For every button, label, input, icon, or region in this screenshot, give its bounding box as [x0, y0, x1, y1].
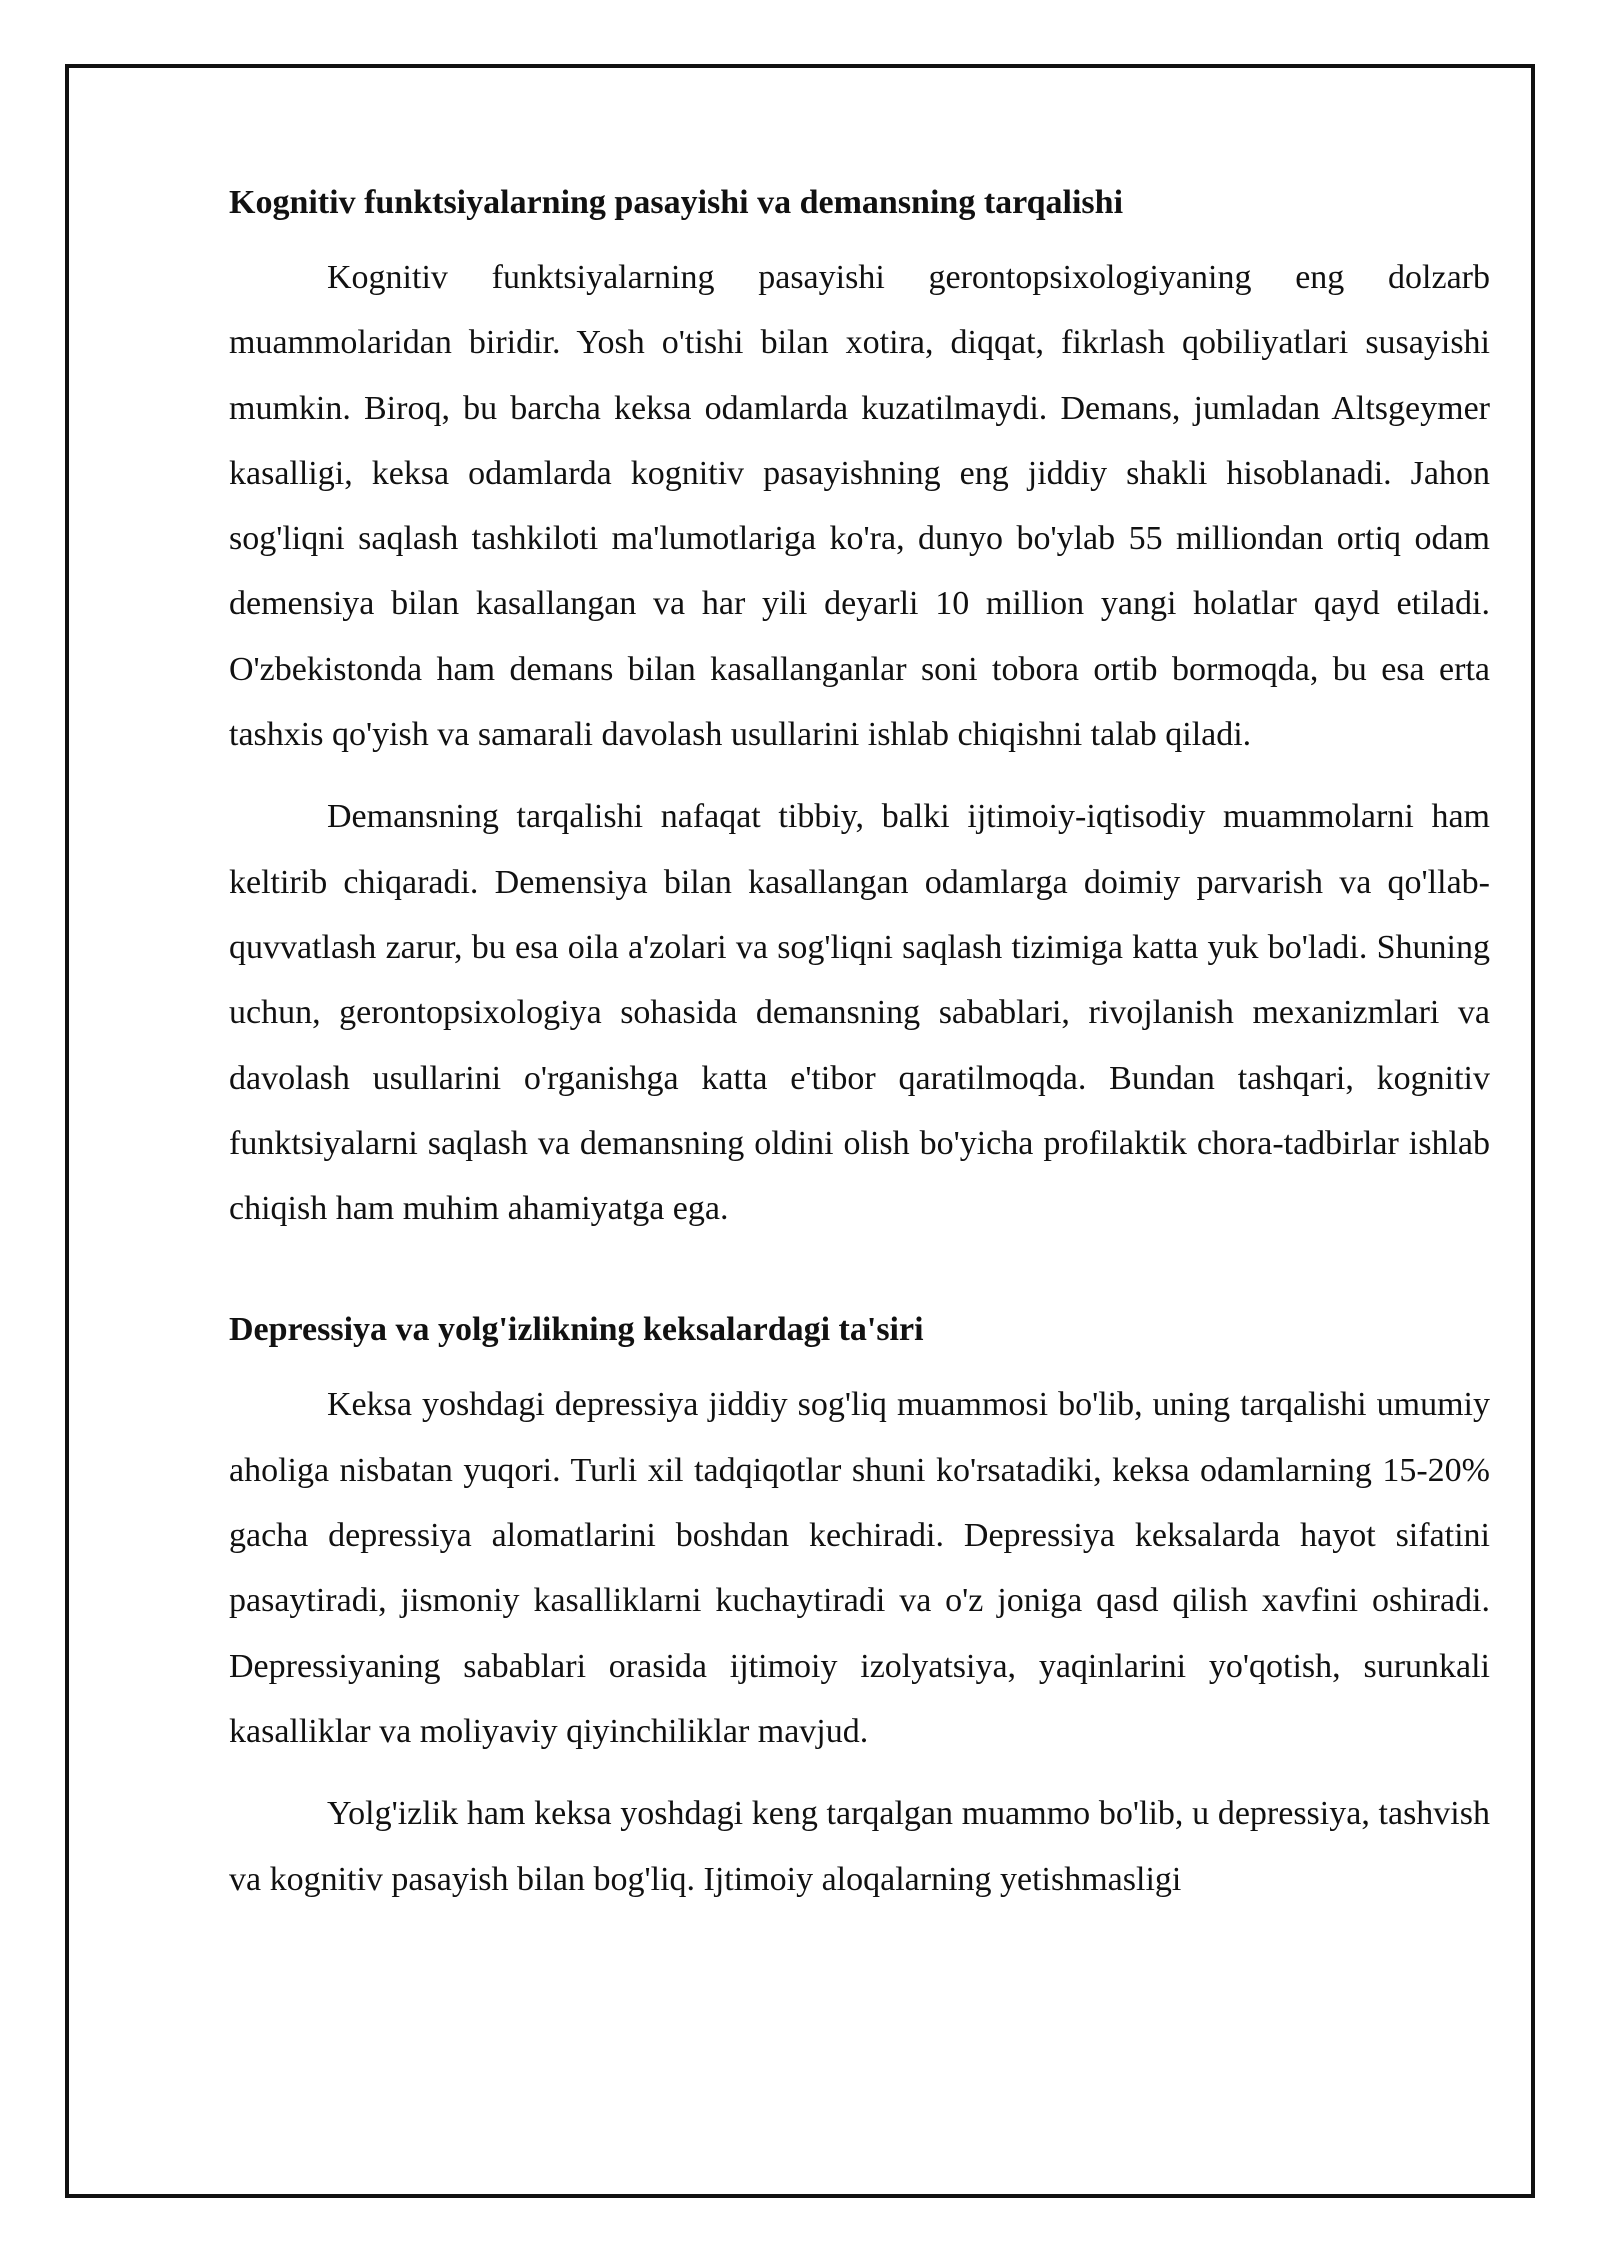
document-body — [229, 170, 1490, 1929]
section-heading-cognitive-decline: Kognitiv funktsiyalarning pasayishi va demansning tarqalishi — [229, 184, 1124, 221]
paragraph: Kognitiv funktsiyalarning pasayishi gerontopsixologiyaning eng dolzarb muammolaridan biridir. Yosh o'tishi bilan xotira, diqqat, fikrlash qobiliyatlari susayishi mumkin. Biroq, bu barcha keksa odamlarda kuzatilmaydi. Demans, jumladan Altsgeymer kasalligi, keksa odamlarda kognitiv pasayishning eng jiddiy shakli hisoblanadi. Jahon sog'liqni saqlash tashkiloti ma'lumotlariga ko'ra, dunyo bo'ylab 55 milliondan ortiq odam demensiya bilan kasallangan va har yili deyarli 10 million yangi holatlar qayd etiladi. O'zbekistonda ham demans bilan kasallanganlar soni tobora ortib bormoqda, bu esa erta tashxis qo'yish va samarali davolash usullarini ishlab chiqishni talab qiladi. — [229, 259, 1490, 754]
section-heading-depression-loneliness: Depressiya va yolg'izlikning keksalardagi ta'siri — [229, 1311, 924, 1349]
paragraph: Yolg'izlik ham keksa yoshdagi keng tarqalgan muammo bo'lib, u depressiya, tashvish va kognitiv pasayish bilan bog'liq. Ijtimoiy aloqalarning yetishmasligi — [229, 1795, 1490, 1898]
paragraph: Demansning tarqalishi nafaqat tibbiy, balki ijtimoiy-iqtisodiy muammolarni ham keltirib chiqaradi. Demensiya bilan kasallangan odamlarga doimiy parvarish va qo'llab-quvvatlash zarur, bu esa oila a'zolari va sog'liqni saqlash tizimiga katta yuk bo'ladi. Shuning uchun, gerontopsixologiya sohasida demansning sabablari, rivojlanish mexanizmlari va davolash usullarini o'rganishga katta e'tibor qaratilmoqda. Bundan tashqari, kognitiv funktsiyalarni saqlash va demansning oldini olish bo'yicha profilaktik chora-tadbirlar ishlab chiqish ham muhim ahamiyatga ega. — [229, 798, 1490, 1228]
paragraph: Keksa yoshdagi depressiya jiddiy sog'liq muammosi bo'lib, uning tarqalishi umumiy aholiga nisbatan yuqori. Turli xil tadqiqotlar shuni ko'rsatadiki, keksa odamlarning 15-20% gacha depressiya alomatlarini boshdan kechiradi. Depressiya keksalarda hayot sifatini pasaytiradi, jismoniy kasalliklarni kuchaytiradi va o'z joniga qasd qilish xavfini oshiradi. Depressiyaning sabablari orasida ijtimoiy izolyatsiya, yaqinlarini yo'qotish, surunkali kasalliklar va moliyaviy qiyinchiliklar mavjud. — [229, 1386, 1490, 1750]
